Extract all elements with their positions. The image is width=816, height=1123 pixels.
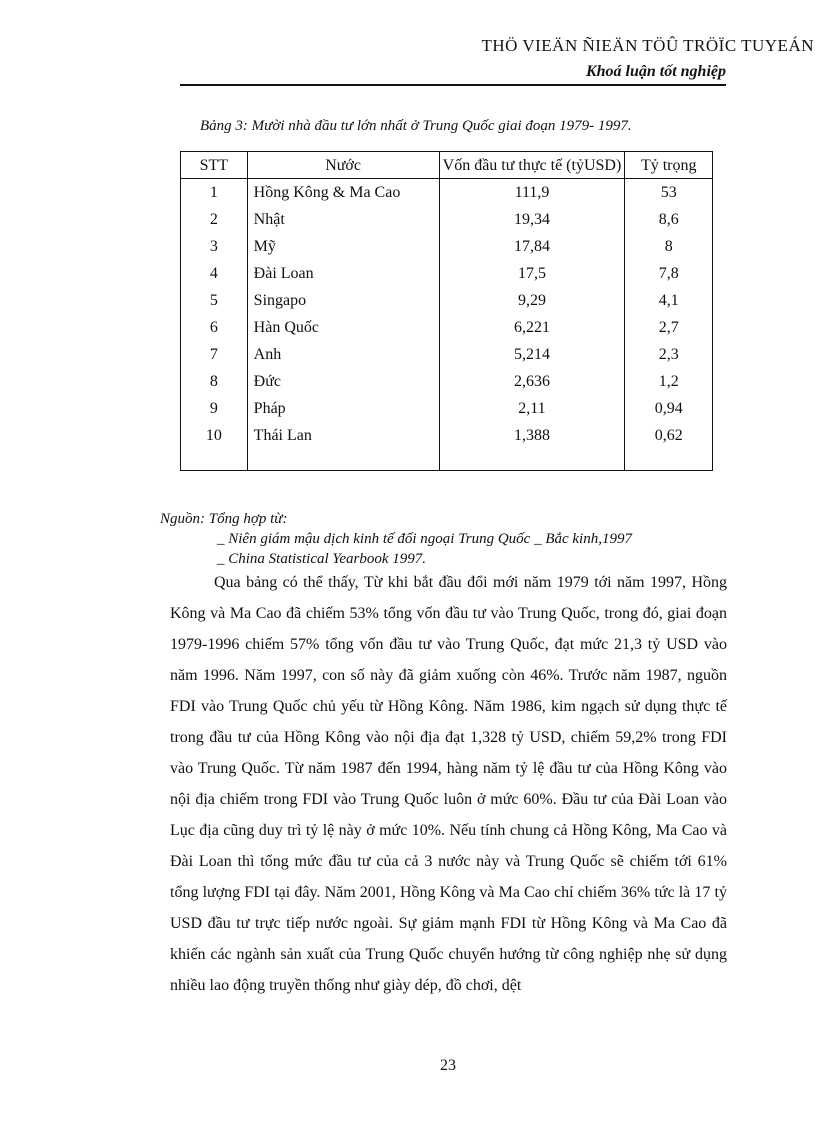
header-share: Tỷ trọng: [625, 152, 713, 179]
cell-country: Đài Loan: [247, 260, 439, 287]
cell-stt: 6: [181, 314, 248, 341]
cell-share: 2,7: [625, 314, 713, 341]
cell-country: Anh: [247, 341, 439, 368]
cell-share: 7,8: [625, 260, 713, 287]
header-subtitle: Khoá luận tốt nghiệp: [585, 63, 726, 80]
cell-share: 53: [625, 179, 713, 207]
cell-investment: 19,34: [439, 206, 625, 233]
table-row: [181, 233, 713, 260]
empty-cell: [181, 449, 248, 471]
cell-investment: 111,9: [439, 179, 625, 207]
cell-country: Pháp: [247, 395, 439, 422]
cell-investment: 9,29: [439, 287, 625, 314]
cell-stt: 1: [181, 179, 248, 207]
table-row: [181, 206, 713, 233]
body-text: [170, 567, 727, 1001]
table-row: [181, 260, 713, 287]
cell-share: 1,2: [625, 368, 713, 395]
header-country: Nước: [247, 152, 439, 179]
source-item: _ Niên giám mậu dịch kinh tế đối ngoại Trung Quốc _ Bắc kinh,1997: [217, 531, 632, 547]
body-paragraph: Qua bảng có thể thấy, Từ khi bắt đầu đổi mới năm 1979 tới năm 1997, Hồng Kông và Ma Cao đã chiếm 53% tổng vốn đầu tư vào Trung Quốc, trong đó, giai đoạn 1979-1996 chiếm 57% tổng vốn đầu tư vào Trung Quốc, đạt mức 21,3 tỷ USD vào năm 1996. Năm 1997, con số này đã giảm xuống còn 46%. Trước năm 1987, nguồn FDI vào Trung Quốc chủ yếu từ Hồng Kông. Năm 1986, kim ngạch sử dụng thực tế trong đầu tư của Hồng Kông vào nội địa đạt 1,328 tỷ USD, chiếm 59,2% trong FDI vào Trung Quốc. Từ năm 1987 đến 1994, hàng năm tỷ lệ đầu tư của Hồng Kông vào nội địa chiếm trong FDI vào Trung Quốc luôn ở mức 60%. Đầu tư của Đài Loan vào Lục địa cũng duy trì tỷ lệ này ở mức 10%. Nếu tính chung cả Hồng Kông, Ma Cao và Đài Loan thì tổng mức đầu tư của cả 3 nước này và Trung Quốc sẽ chiếm tới 61% tổng lượng FDI tại đây. Năm 2001, Hồng Kông và Ma Cao chỉ chiếm 36% tức là 17 tỷ USD đầu tư trực tiếp nước ngoài. Sự giảm mạnh FDI từ Hồng Kông và Ma Cao đã khiến các ngành sản xuất của Trung Quốc chuyển hướng từ công nghiệp nhẹ sử dụng nhiều lao động truyền thống như giày dép, đồ chơi, dệt: [170, 574, 727, 994]
table-body: [181, 179, 713, 471]
cell-stt: 8: [181, 368, 248, 395]
cell-stt: 9: [181, 395, 248, 422]
cell-investment: 17,84: [439, 233, 625, 260]
cell-share: 4,1: [625, 287, 713, 314]
cell-country: Mỹ: [247, 233, 439, 260]
table-row: [181, 179, 713, 207]
table-header-row: [181, 152, 713, 179]
investor-table: [180, 151, 713, 471]
cell-stt: 3: [181, 233, 248, 260]
header-investment: Vốn đầu tư thực tế (tỷUSD): [439, 152, 625, 179]
cell-country: Singapo: [247, 287, 439, 314]
source-item: _ China Statistical Yearbook 1997.: [217, 551, 427, 567]
cell-stt: 2: [181, 206, 248, 233]
cell-investment: 5,214: [439, 341, 625, 368]
table-row: [181, 368, 713, 395]
table-row: [181, 341, 713, 368]
cell-share: 8,6: [625, 206, 713, 233]
source-note: [160, 509, 632, 569]
cell-country: Đức: [247, 368, 439, 395]
cell-investment: 6,221: [439, 314, 625, 341]
cell-investment: 1,388: [439, 422, 625, 449]
empty-cell: [439, 449, 625, 471]
table-filler-row: [181, 449, 713, 471]
header-divider: [180, 84, 726, 86]
cell-share: 0,94: [625, 395, 713, 422]
cell-stt: 4: [181, 260, 248, 287]
cell-country: Thái Lan: [247, 422, 439, 449]
header-stt: STT: [181, 152, 248, 179]
cell-country: Hồng Kông & Ma Cao: [247, 179, 439, 207]
empty-cell: [625, 449, 713, 471]
cell-country: Hàn Quốc: [247, 314, 439, 341]
cell-share: 0,62: [625, 422, 713, 449]
cell-share: 8: [625, 233, 713, 260]
table-row: [181, 422, 713, 449]
cell-stt: 7: [181, 341, 248, 368]
cell-investment: 17,5: [439, 260, 625, 287]
table-caption: Bảng 3: Mười nhà đầu tư lớn nhất ở Trung Quốc giai đoạn 1979- 1997.: [200, 118, 632, 134]
cell-investment: 2,11: [439, 395, 625, 422]
cell-investment: 2,636: [439, 368, 625, 395]
table-row: [181, 314, 713, 341]
cell-country: Nhật: [247, 206, 439, 233]
cell-stt: 5: [181, 287, 248, 314]
source-label: Nguồn: Tổng hợp từ:: [160, 511, 288, 527]
cell-stt: 10: [181, 422, 248, 449]
table-row: [181, 287, 713, 314]
page-number: 23: [440, 1057, 456, 1074]
header-title: THÖ VIEÄN ÑIEÄN TÖÛ TRÖÏC TUYEÁN: [481, 36, 814, 55]
empty-cell: [247, 449, 439, 471]
table-row: [181, 395, 713, 422]
cell-share: 2,3: [625, 341, 713, 368]
